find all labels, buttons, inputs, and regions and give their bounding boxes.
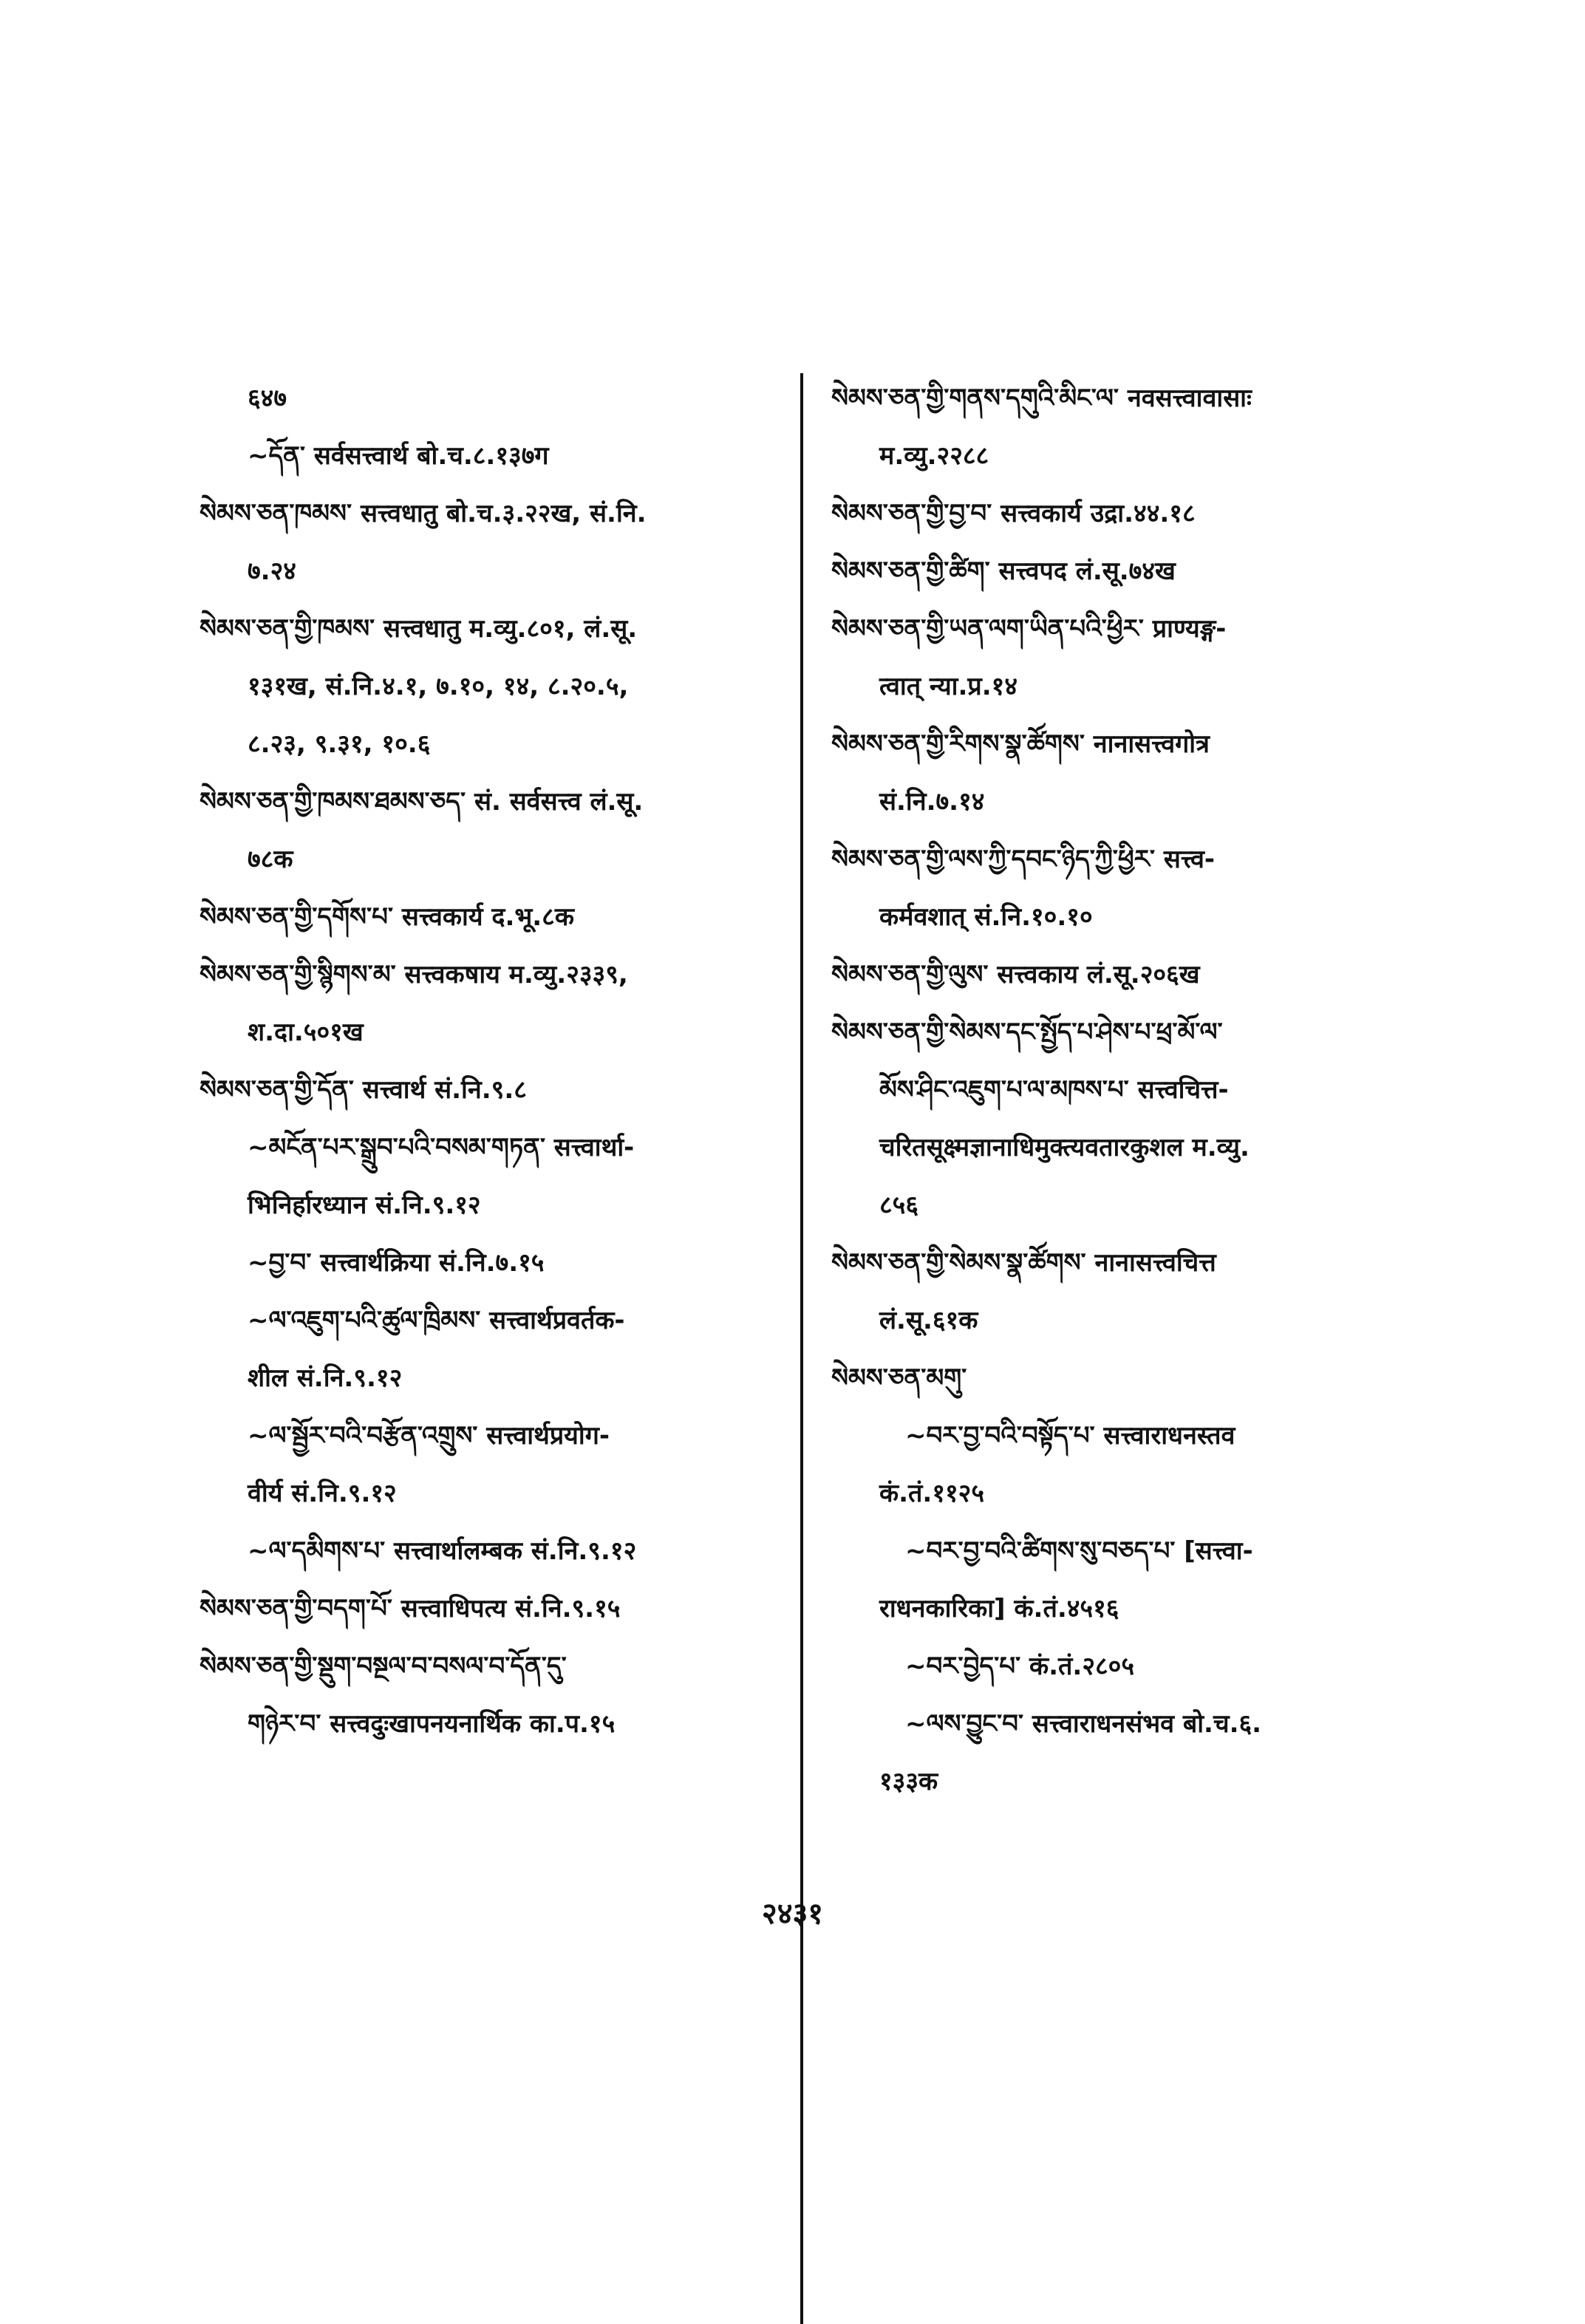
dictionary-entry-line: श.दा.५०१ख — [248, 1018, 364, 1047]
page-number: २४३१ — [761, 1897, 824, 1931]
dictionary-entry-line: शील सं.नि.९.१२ — [248, 1363, 403, 1393]
dictionary-entry-line: ~བར་བྱེད་པ་ कं.तं.२८०५ — [905, 1652, 1135, 1681]
dictionary-entry-line: ~ལ་སྦྱོར་བའི་བརྩོན་འགྲུས་ सत्त्वार्थप्रयोग- — [248, 1421, 610, 1451]
dictionary-entry-line: གཉེར་བ་ सत्त्वदुःखापनयनार्थिक का.प.१५ — [248, 1709, 616, 1739]
dictionary-entry-line: ~བྱ་བ་ सत्त्वार्थक्रिया सं.नि.७.१५ — [248, 1248, 545, 1278]
dictionary-entry-line: चरितसूक्ष्मज्ञानाधिमुक्त्यवतारकुशल म.व्यु. — [879, 1133, 1250, 1162]
dictionary-entry-line: སེམས་ཅན་གྱི་རིགས་སྣ་ཚོགས་ नानासत्त्वगोत्र — [831, 729, 1210, 759]
dictionary-entry-line: སེམས་ཅན་གྱི་ཚིག་ सत्त्वपद लं.सू.७४ख — [831, 556, 1176, 586]
dictionary-entry-line: वीर्य सं.नि.९.१२ — [248, 1479, 397, 1508]
dictionary-entry-line: སེམས་ཅན་གྱི་སྡུག་བསྔལ་བ་བསལ་བ་དོན་དུ་ — [200, 1652, 567, 1681]
dictionary-entry-line: त्वात् न्या.प्र.१४ — [879, 672, 1018, 701]
dictionary-entry-line: १३३क — [879, 1767, 938, 1796]
dictionary-entry-line: भिनिर्हारध्यान सं.नि.९.१२ — [248, 1190, 481, 1220]
dictionary-entry-line: कं.तं.११२५ — [879, 1479, 985, 1508]
dictionary-entry-line: कर्मवशात् सं.नि.१०.१० — [879, 902, 1093, 932]
dictionary-entry-line: सं.नि.७.१४ — [879, 787, 985, 817]
dictionary-entry-line: སེམས་ཅན་གྱི་ཁམས་ཐམས་ཅད་ सं. सर्वसत्त्व लं.सू. — [200, 787, 644, 817]
dictionary-entry-line: སེམས་ཅན་གྱི་ལུས་ सत्त्वकाय लं.सू.२०६ख — [831, 960, 1200, 989]
dictionary-entry-line: राधनकारिका] कं.तं.४५१६ — [879, 1594, 1119, 1623]
dictionary-entry-line: སེམས་ཅན་གྱི་དགོས་པ་ सत्त्वकार्य द.भू.८क — [200, 902, 574, 932]
dictionary-entry-line: སེམས་ཅན་གྱི་སྙིགས་མ་ सत्त्वकषाय म.व्यु.२३३९, — [200, 960, 628, 989]
dictionary-entry-line: ८.२३, ९.३१, १०.६ — [248, 729, 431, 759]
dictionary-entry-line: སེམས་ཅན་གྱི་ཡན་ལག་ཡིན་པའི་ཕྱིར་ प्राण्यङ्ग- — [831, 614, 1227, 644]
dictionary-entry-line: ७.२४ — [248, 556, 296, 586]
dictionary-entry-line: ७८क — [248, 845, 293, 874]
dictionary-entry-line: ~བར་བྱ་བའི་ཚིགས་སུ་བཅད་པ་ [सत्त्वा- — [905, 1536, 1253, 1566]
dictionary-entry-line: སེམས་ཅན་གྱི་ཁམས་ सत्त्वधातु म.व्यु.८०१, लं.सू. — [200, 614, 638, 644]
column-divider — [800, 373, 803, 2324]
dictionary-entry-line: ~ལ་དམིགས་པ་ सत्त्वार्थालम्बक सं.नि.९.१२ — [248, 1536, 637, 1566]
dictionary-entry-line: སེམས་ཅན་གྱི་བྱ་བ་ सत्त्वकार्य उद्रा.४४.१८ — [831, 499, 1196, 528]
dictionary-entry-line: སེམས་ཅན་མགུ་ — [831, 1363, 967, 1393]
dictionary-entry-line: མོས་ཤིང་འཇུག་པ་ལ་མཁས་པ་ सत्त्वचित्त- — [879, 1075, 1229, 1105]
dictionary-entry-line: लं.सू.६१क — [879, 1306, 978, 1335]
dictionary-entry-line: སེམས་ཅན་གྱི་གནས་དགུའི་མིང་ལ་ नवसत्त्वावासाः — [831, 384, 1252, 413]
dictionary-entry-line: ~དོན་ सर्वसत्त्वार्थ बो.च.८.१३७ग — [248, 441, 549, 471]
dictionary-entry-line: ~བར་བྱ་བའི་བསྟོད་པ་ सत्त्वाराधनस्तव — [905, 1421, 1235, 1451]
dictionary-entry-line: ~ལ་འཇུག་པའི་ཚུལ་ཁྲིམས་ सत्त्वार्थप्रवर्तक- — [248, 1306, 625, 1335]
dictionary-entry-line: སེམས་ཅན་ཁམས་ सत्त्वधातु बो.च.३.२२ख, सं.नि. — [200, 499, 647, 528]
dictionary-entry-line: ६४७ — [248, 384, 287, 413]
dictionary-entry-line: སེམས་ཅན་གྱི་ལས་ཀྱི་དབང་ཉིད་ཀྱི་ཕྱིར་ सत्त्व- — [831, 845, 1215, 874]
dictionary-entry-line: ८५६ — [879, 1190, 919, 1220]
dictionary-entry-line: १३१ख, सं.नि.४.१, ७.१०, १४, ८.२०.५, — [248, 672, 629, 701]
dictionary-entry-line: ~མངོན་པར་སྒྲུབ་པའི་བསམ་གཏན་ सत्त्वार्था- — [248, 1133, 635, 1162]
dictionary-entry-line: སེམས་ཅན་གྱི་སེམས་སྣ་ཚོགས་ नानासत्त्वचित्त — [831, 1248, 1216, 1278]
dictionary-entry-line: སེམས་ཅན་གྱི་བདག་པོ་ सत्त्वाधिपत्य सं.नि.९.१५ — [200, 1594, 621, 1623]
dictionary-entry-line: म.व्यु.२२८८ — [879, 441, 989, 471]
dictionary-entry-line: སེམས་ཅན་གྱི་དོན་ सत्त्वार्थ सं.नि.९.८ — [200, 1075, 527, 1105]
dictionary-entry-line: སེམས་ཅན་གྱི་སེམས་དང་སྤྱོད་པ་ཤེས་པ་ཕྲ་མོ་ལ་ — [831, 1018, 1223, 1047]
dictionary-entry-line: ~ལས་བྱུང་བ་ सत्त्वाराधनसंभव बो.च.६. — [905, 1709, 1262, 1739]
